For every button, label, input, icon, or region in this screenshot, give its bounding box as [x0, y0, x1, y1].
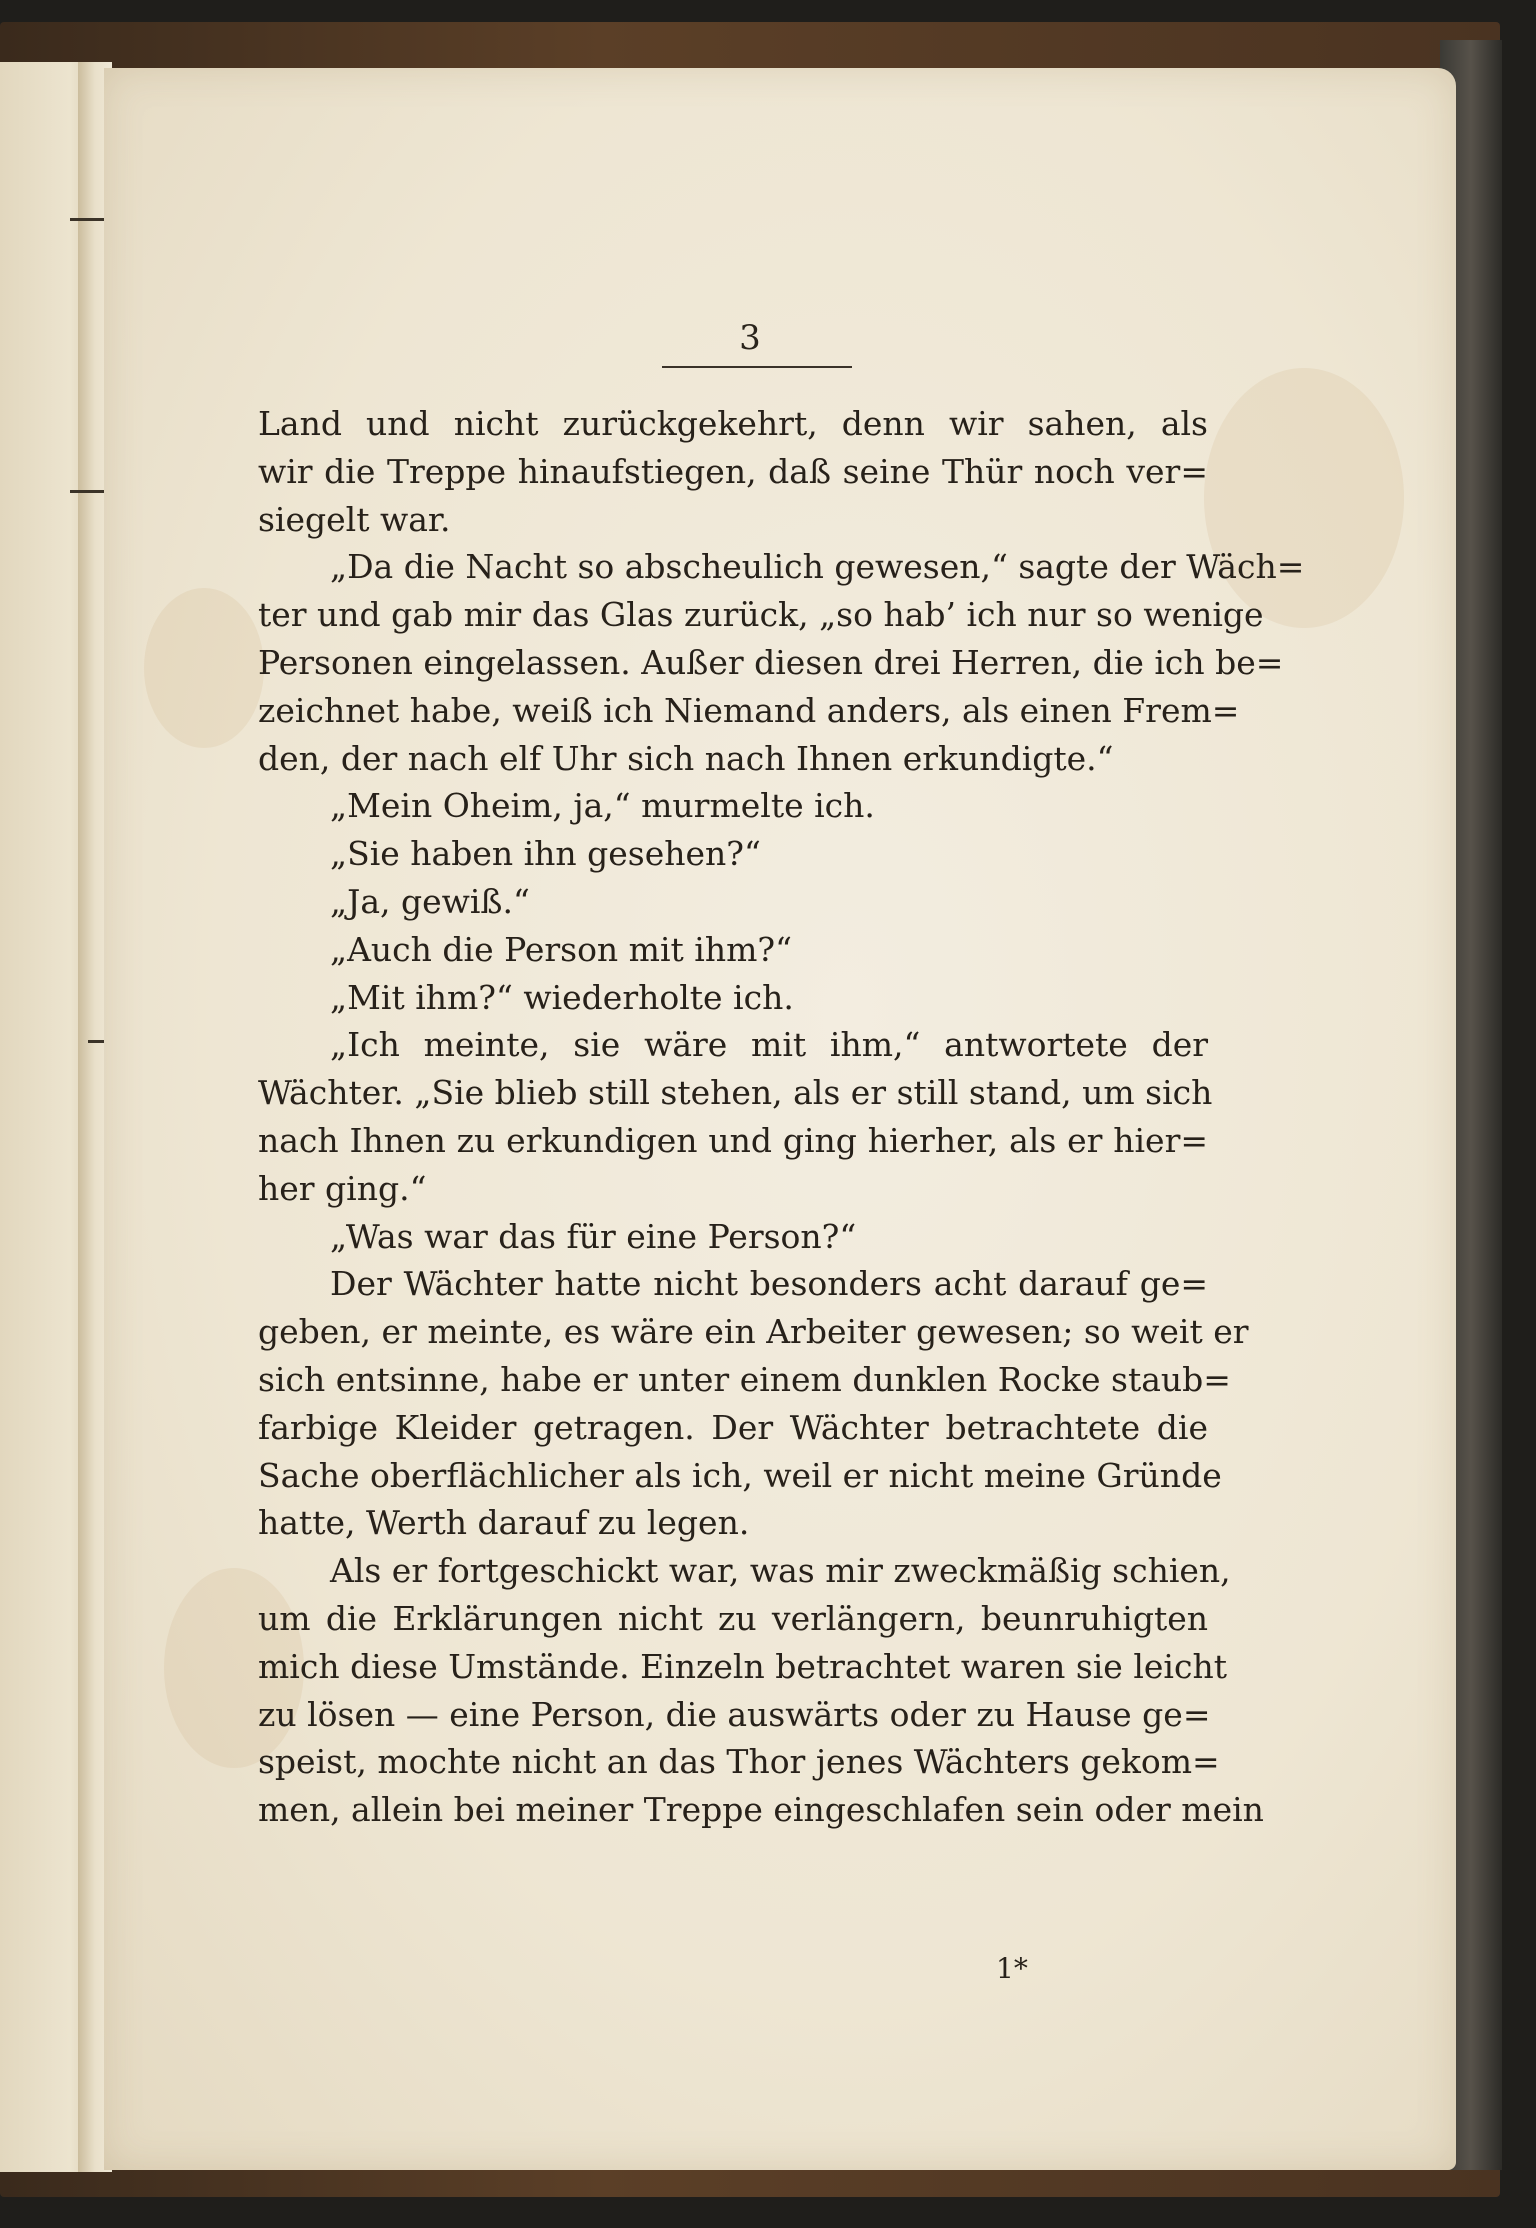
text-line: „Mein Oheim, ja,“ murmelte ich. — [330, 786, 875, 826]
text-line: „Was war das für eine Person?“ — [330, 1216, 857, 1256]
page-stain — [144, 588, 264, 748]
text-line: geben, er meinte, es wäre ein Arbeiter gewesen; so weit er — [258, 1312, 1249, 1352]
text-line: wir die Treppe hinaufstiegen, daß seine Thür noch ver= — [258, 451, 1208, 491]
text-line: hatte, Werth darauf zu legen. — [258, 1503, 750, 1543]
text-line: Personen eingelassen. Außer diesen drei Herren, die ich be= — [258, 642, 1284, 682]
text-line: her ging.“ — [258, 1168, 427, 1208]
text-line: Land und nicht zurückgekehrt, denn wir sahen, als — [258, 404, 1208, 443]
text-line: Wächter. „Sie blieb still stehen, als er still stand, um sich — [258, 1073, 1213, 1113]
body-text — [258, 400, 1305, 1834]
text-line: „Mit ihm?“ wiederholte ich. — [330, 977, 794, 1017]
text-line: mich diese Umstände. Einzeln betrachtet waren sie leicht — [258, 1646, 1227, 1686]
page-number: 3 — [739, 318, 761, 358]
text-line: farbige Kleider getragen. Der Wächter betrachtete die — [258, 1407, 1208, 1447]
text-line: „Auch die Person mit ihm?“ — [330, 929, 792, 969]
text-line: speist, mochte nicht an das Thor jenes Wächters gekom= — [258, 1742, 1220, 1782]
text-line: sich entsinne, habe er unter einem dunklen Rocke staub= — [258, 1359, 1231, 1399]
text-line: den, der nach elf Uhr sich nach Ihnen erkundigte.“ — [258, 738, 1114, 778]
text-line: men, allein bei meiner Treppe eingeschlafen sein oder mein — [258, 1790, 1264, 1830]
text-line: zu lösen — eine Person, die auswärts oder zu Hause ge= — [258, 1694, 1211, 1734]
text-line: ter und gab mir das Glas zurück, „so hab’ ich nur so wenige — [258, 595, 1264, 635]
page-number-rule — [662, 366, 852, 368]
text-line: Der Wächter hatte nicht besonders acht darauf ge= — [330, 1264, 1208, 1304]
text-line: nach Ihnen zu erkundigen und ging hierher, als er hier= — [258, 1120, 1208, 1160]
text-line: „Ja, gewiß.“ — [330, 881, 530, 921]
text-line: zeichnet habe, weiß ich Niemand anders, als einen Frem= — [258, 690, 1240, 730]
text-line: „Da die Nacht so abscheulich gewesen,“ sagte der Wäch= — [330, 547, 1305, 587]
text-line: um die Erklärungen nicht zu verlängern, beunruhigten — [258, 1598, 1208, 1638]
printer-signature-mark: 1* — [996, 1952, 1028, 1985]
text-line: „Sie haben ihn gesehen?“ — [330, 834, 761, 874]
text-line: siegelt war. — [258, 499, 451, 539]
text-line: „Ich meinte, sie wäre mit ihm,“ antwortete der — [330, 1025, 1208, 1065]
text-line: Als er fortgeschickt war, was mir zweckmäßig schien, — [330, 1551, 1231, 1591]
text-line: Sache oberflächlicher als ich, weil er nicht meine Gründe — [258, 1455, 1222, 1495]
